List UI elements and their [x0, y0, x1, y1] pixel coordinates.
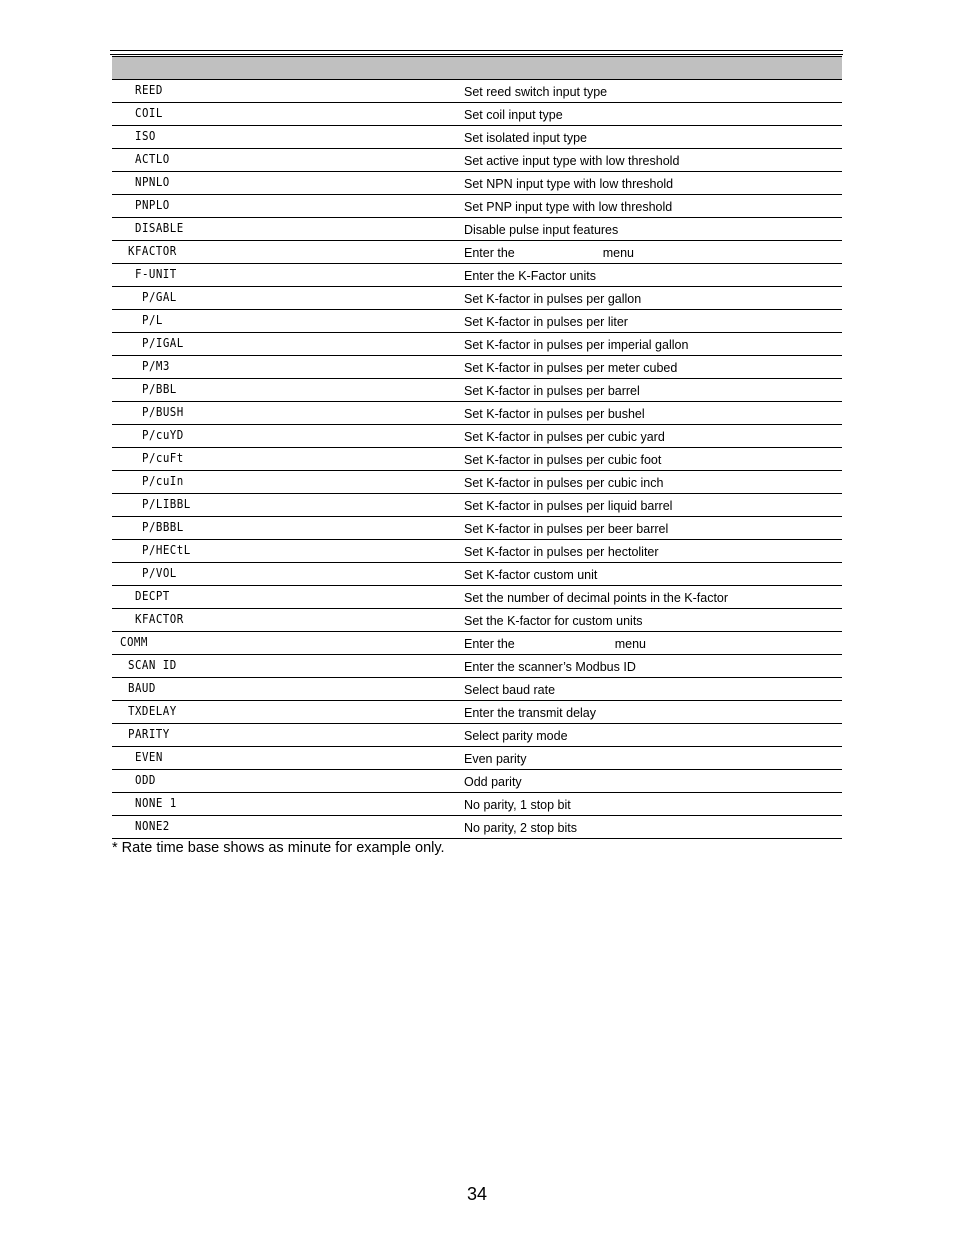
table-row	[112, 425, 842, 448]
display-code: EVEN	[135, 750, 163, 764]
description-text: Set NPN input type with low threshold	[464, 177, 674, 191]
table-header	[112, 56, 842, 80]
row-description	[464, 108, 563, 122]
row-description	[464, 430, 665, 444]
display-code: KFACTOR	[135, 612, 184, 626]
row-description	[464, 706, 596, 720]
display-code: ACTLO	[135, 152, 170, 166]
description-text: Set K-factor in pulses per cubic yard	[464, 430, 665, 444]
row-description	[464, 200, 672, 214]
table-row	[112, 586, 842, 609]
description-text: Set K-factor in pulses per beer barrel	[464, 522, 669, 536]
table-row	[112, 448, 842, 471]
row-description	[464, 292, 641, 306]
row-description	[464, 821, 577, 835]
row-description	[464, 568, 597, 582]
row-description	[464, 476, 663, 490]
display-code: SCAN ID	[128, 658, 177, 672]
display-code: ISO	[135, 129, 156, 143]
description-text: Select baud rate	[464, 683, 556, 697]
table-row	[112, 126, 842, 149]
table-row	[112, 747, 842, 770]
description-text: Set K-factor in pulses per gallon	[464, 292, 642, 306]
table-row	[112, 793, 842, 816]
display-code: NONE 1	[135, 796, 177, 810]
display-code: P/M3	[142, 359, 170, 373]
footnote: * Rate time base shows as minute for example only.	[112, 840, 445, 856]
description-text: Set K-factor in pulses per bushel	[464, 407, 645, 421]
table-row	[112, 494, 842, 517]
menu-table	[112, 56, 842, 839]
row-description	[464, 269, 596, 283]
table-row	[112, 172, 842, 195]
row-description	[464, 775, 522, 789]
table-row	[112, 379, 842, 402]
table-row	[112, 356, 842, 379]
description-text: Set K-factor custom unit	[464, 568, 598, 582]
table-row	[112, 563, 842, 586]
description-text: Set reed switch input type	[464, 85, 608, 99]
display-code: P/BUSH	[142, 405, 184, 419]
table-row	[112, 678, 842, 701]
display-code: P/BBBL	[142, 520, 184, 534]
table-row	[112, 195, 842, 218]
display-code: P/cuFt	[142, 451, 184, 465]
row-description	[464, 384, 640, 398]
row-description	[464, 729, 568, 743]
description-text: Enter the K-Factor units	[464, 269, 597, 283]
display-code: BAUD	[128, 681, 156, 695]
display-code: P/BBL	[142, 382, 177, 396]
row-description	[464, 798, 571, 812]
description-text: No parity, 1 stop bit	[464, 798, 571, 812]
description-text: Set K-factor in pulses per liquid barrel	[464, 499, 673, 513]
description-text: Set coil input type	[464, 108, 563, 122]
table-row	[112, 540, 842, 563]
table-row	[112, 724, 842, 747]
description-text: Odd parity	[464, 775, 522, 789]
top-rule-inner	[110, 54, 843, 55]
description-text: Set PNP input type with low threshold	[464, 200, 673, 214]
display-code: ODD	[135, 773, 156, 787]
description-text: Set the number of decimal points in the K-factor	[464, 591, 729, 605]
description-text: Even parity	[464, 752, 527, 766]
description-suffix: menu	[614, 637, 647, 651]
table-row	[112, 103, 842, 126]
row-description	[464, 752, 527, 766]
display-code: DISABLE	[135, 221, 184, 235]
description-text: Set K-factor in pulses per liter	[464, 315, 628, 329]
table-row	[112, 264, 842, 287]
table-row	[112, 241, 842, 264]
description-text: Enter the	[464, 637, 515, 651]
table-row	[112, 770, 842, 793]
row-description	[464, 338, 688, 352]
description-text: Set K-factor in pulses per imperial gallon	[464, 338, 689, 352]
description-text: Set active input type with low threshold	[464, 154, 680, 168]
display-code: P/HECtL	[142, 543, 191, 557]
table-row	[112, 701, 842, 724]
display-code: PNPLO	[135, 198, 170, 212]
table-row	[112, 218, 842, 241]
description-suffix: menu	[602, 246, 635, 260]
row-description	[464, 660, 636, 674]
row-description	[464, 361, 677, 375]
row-description	[464, 131, 587, 145]
description-text: Set K-factor in pulses per hectoliter	[464, 545, 659, 559]
table-row	[112, 333, 842, 356]
row-description	[464, 545, 659, 559]
table-row	[112, 287, 842, 310]
description-text: Set K-factor in pulses per barrel	[464, 384, 640, 398]
table-row	[112, 80, 842, 103]
display-code: P/VOL	[142, 566, 177, 580]
row-description	[464, 499, 672, 513]
row-description	[464, 637, 646, 651]
row-description	[464, 453, 661, 467]
description-text: Enter the transmit delay	[464, 706, 597, 720]
display-code: P/cuYD	[142, 428, 184, 442]
display-code: P/GAL	[142, 290, 177, 304]
description-text: No parity, 2 stop bits	[464, 821, 578, 835]
table-body	[112, 80, 842, 839]
display-code: PARITY	[128, 727, 170, 741]
table-row	[112, 471, 842, 494]
row-description	[464, 522, 668, 536]
table-row	[112, 816, 842, 839]
display-code: P/LIBBL	[142, 497, 191, 511]
table-row	[112, 632, 842, 655]
row-description	[464, 154, 679, 168]
display-code: COMM	[120, 635, 148, 649]
description-text: Select parity mode	[464, 729, 568, 743]
description-text: Set isolated input type	[464, 131, 587, 145]
display-code: F-UNIT	[135, 267, 177, 281]
description-text: Set K-factor in pulses per cubic inch	[464, 476, 664, 490]
row-description	[464, 614, 643, 628]
display-code: NPNLO	[135, 175, 170, 189]
page-number: 34	[466, 1184, 488, 1204]
display-code: P/L	[142, 313, 163, 327]
row-description	[464, 85, 607, 99]
description-text: Set the K-factor for custom units	[464, 614, 643, 628]
table-row	[112, 149, 842, 172]
display-code: P/cuIn	[142, 474, 184, 488]
top-rule	[110, 50, 843, 51]
display-code: COIL	[135, 106, 163, 120]
row-description	[464, 407, 645, 421]
display-code: DECPT	[135, 589, 170, 603]
table-row	[112, 517, 842, 540]
row-description	[464, 315, 628, 329]
description-text: Set K-factor in pulses per cubic foot	[464, 453, 662, 467]
description-text: Set K-factor in pulses per meter cubed	[464, 361, 678, 375]
row-description	[464, 177, 673, 191]
row-description	[464, 246, 634, 260]
description-text: Enter the scanner’s Modbus ID	[464, 660, 636, 674]
table-row	[112, 609, 842, 632]
display-code: NONE2	[135, 819, 170, 833]
table-row	[112, 402, 842, 425]
table-row	[112, 310, 842, 333]
display-code: TXDELAY	[128, 704, 177, 718]
row-description	[464, 223, 618, 237]
description-text: Enter the	[464, 246, 515, 260]
display-code: P/IGAL	[142, 336, 184, 350]
table-row	[112, 655, 842, 678]
display-code: REED	[135, 83, 163, 97]
row-description	[464, 683, 555, 697]
display-code: KFACTOR	[128, 244, 177, 258]
description-text: Disable pulse input features	[464, 223, 619, 237]
row-description	[464, 591, 728, 605]
